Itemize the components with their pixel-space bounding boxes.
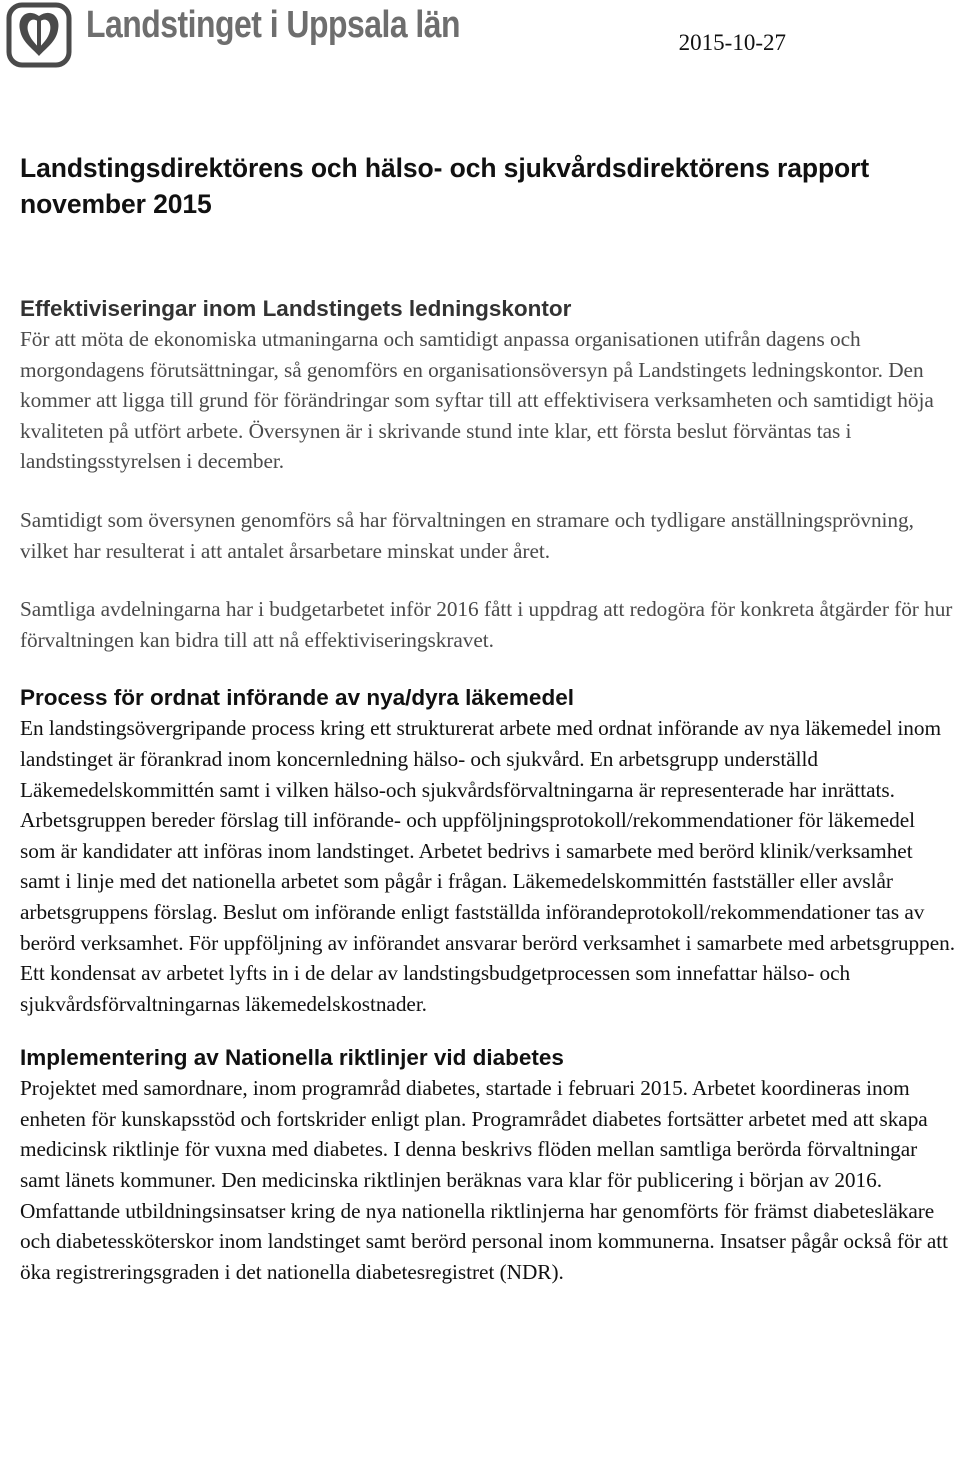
org-name: Landstinget i Uppsala län bbox=[86, 4, 461, 46]
paragraph: Projektet med samordnare, inom programråd diabetes, startade i februari 2015. Arbetet koordineras inom enheten för kunskapsstöd och fortskrider enligt plan. Programrådet diabetes fortsätter arbetet med att skapa medicinsk riktlinje för vuxna med diabetes. I denna beskrivs flöden mellan samtliga berörda förvaltningar samt länets kommuner. Den medicinska riktlinjen beräknas vara klar för publicering i början av 2016. Omfattande utbildningsinsatser kring de nya nationella riktlinjerna har genomförts för främst diabetesläkare och diabetessköterskor inom landstinget samt berörd personal inom kommunerna. Insatser pågår också för att öka registreringsgraden i det nationella diabetesregistret (NDR). bbox=[20, 1076, 948, 1284]
section-diabetes bbox=[20, 1043, 955, 1287]
document-date: 2015-10-27 bbox=[678, 30, 786, 55]
section-heading: Process för ordnat införande av nya/dyra läkemedel bbox=[20, 685, 574, 711]
county-logo-icon bbox=[6, 2, 72, 68]
paragraph: Samtidigt som översynen genomförs så har förvaltningen en stramare och tydligare anställningsprövning, vilket har resulterat i att antalet årsarbetare minskat under året. bbox=[20, 507, 914, 563]
paragraph: Samtliga avdelningarna har i budgetarbetet inför 2016 fått i uppdrag att redogöra för konkreta åtgärder för hur förvaltningen kan bidra till att nå effektiviseringskravet. bbox=[20, 597, 953, 652]
section-lakemedel bbox=[20, 683, 955, 1019]
page-title: Landstingsdirektörens och hälso- och sjukvårdsdirektörens rapport november 2015 bbox=[20, 153, 870, 219]
paragraph: För att möta de ekonomiska utmaningarna och samtidigt anpassa organisationen utifrån dagens och morgondagens förutsättningar, så genomförs en organisationsöversyn på Landstingets ledningskontor. Den kommer att ligga till grund för förändringar som syftar till att effektivisera verksamheten och samtidigt höja kvaliteten på utfört arbete. Översynen är i skrivande stund inte klar, ett första beslut förväntas tas i landstingsstyrelsen i december. bbox=[20, 327, 934, 474]
section-heading: Effektiviseringar inom Landstingets ledningskontor bbox=[20, 296, 572, 321]
document-body bbox=[20, 150, 955, 1315]
page-header bbox=[0, 0, 960, 70]
section-ledningskontor bbox=[20, 294, 955, 655]
paragraph: En landstingsövergripande process kring ett strukturerat arbete med ordnat införande av nya läkemedel inom landstinget är förankrad inom koncernledning hälso- och sjukvård. En arbetsgrupp underställd Läkemedelskommittén samt i vilken hälso-och sjukvårdsförvaltningarna är representerade har inrättats. Arbetsgruppen bereder förslag till införande- och uppföljningsprotokoll/rekommendationer för läkemedel som är kandidater att införas inom landstinget. Arbetet bedrivs i samarbete med berörd klinik/verksamhet samt i linje med det nationella arbetet som pågår i frågan. Läkemedelskommittén fastställer eller avslår arbetsgruppens förslag. Beslut om införande enligt fastställda införandeprotokoll/rekommendationer tas av berörd verksamhet. För uppföljning av införandet ansvarar berörd verksamhet i samarbete med arbetsgruppen. Ett kondensat av arbetet lyfts in i de delar av landstingsbudgetprocessen som innefattar hälso- och sjukvårdsförvaltningarnas läkemedelskostnader. bbox=[20, 716, 955, 1016]
section-heading: Implementering av Nationella riktlinjer vid diabetes bbox=[20, 1045, 564, 1071]
